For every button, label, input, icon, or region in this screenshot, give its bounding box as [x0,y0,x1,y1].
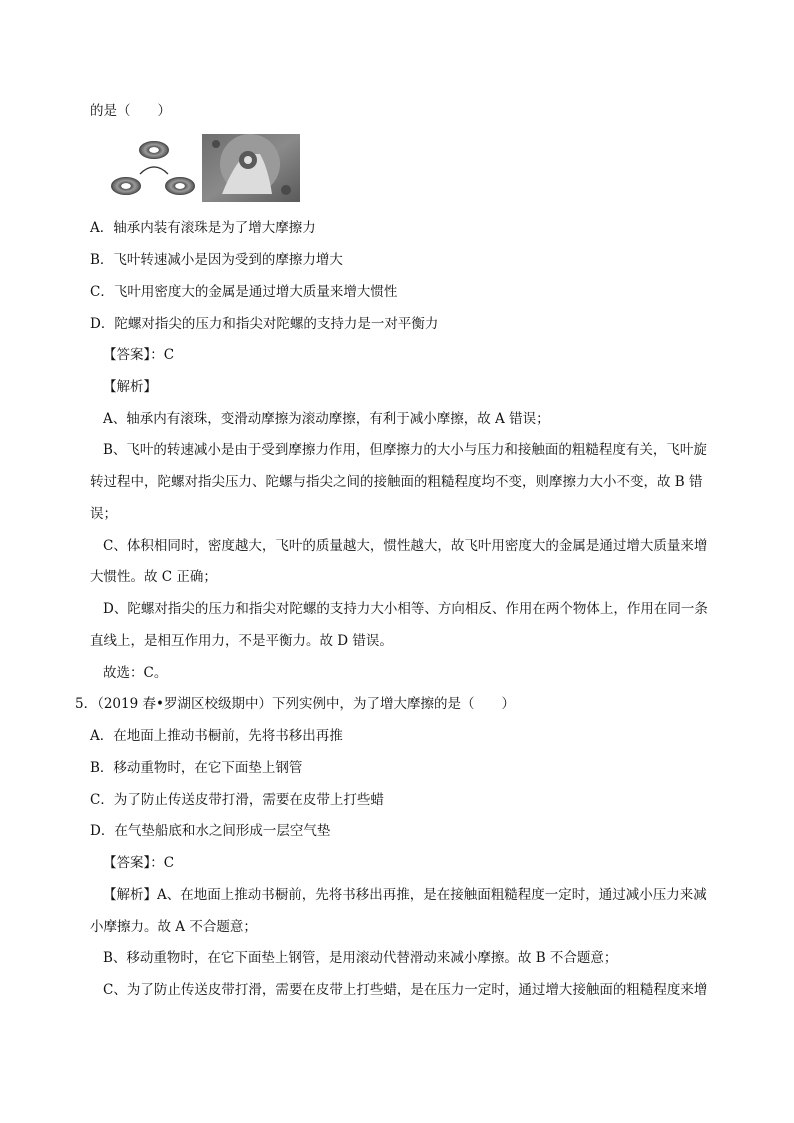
q4-analysis-line: 转过程中，陀螺对指尖压力、陀螺与指尖之间的接触面的粗糙程度均不变，则摩擦力大小不变，故 B 错 [90,474,703,490]
q5-analysis-line: 【解析】A、在地面上推动书橱前，先将书移出再推，是在接触面粗糙程度一定时，通过减小压力来减 [103,887,707,903]
q5-analysis-line: C、为了防止传送皮带打滑，需要在皮带上打些蜡，是在压力一定时，通过增大接触面的粗糙程度来增 [103,982,708,998]
bearing-top [139,141,169,159]
q4-analysis-line: B、飞叶的转速减小是由于受到摩擦力作用，但摩擦力的大小与压力和接触面的粗糙程度有关，飞叶旋 [103,442,707,458]
spinner-bearings-diagram [111,141,195,195]
q5-stem: 5．（2019 春•罗湖区校级期中）下列实例中，为了增大摩擦的是（ ） [75,696,515,712]
q4-option-b: B．飞叶转速减小是因为受到的摩擦力增大 [90,252,343,268]
q4-analysis-line: D、陀螺对指尖的压力和指尖对陀螺的支持力大小相等、方向相反、作用在两个物体上，作用在同一条 [103,601,708,617]
q4-analysis-line: A、轴承内有滚珠，变滑动摩擦为滚动摩擦，有利于减小摩擦，故 A 错误； [103,411,550,427]
q5-option-c: C．为了防止传送皮带打滑，需要在皮带上打些蜡 [90,792,384,808]
q5-analysis-line: 小摩擦力。故 A 不合题意； [90,919,257,935]
q4-option-c: C．飞叶用密度大的金属是通过增大质量来增大惯性 [90,284,398,300]
q5-option-b: B．移动重物时，在它下面垫上钢管 [90,760,303,776]
q4-analysis-line: 误； [90,506,117,522]
q4-analysis-line: 直线上，是相互作用力，不是平衡力。故 D 错误。 [90,633,393,649]
q4-conclusion: 故选：C。 [103,665,168,681]
fidget-spinner-figure [110,134,300,202]
q4-option-d: D．陀螺对指尖的压力和指尖对陀螺的支持力是一对平衡力 [90,316,439,332]
q4-option-a: A．轴承内装有滚珠是为了增大摩擦力 [90,220,316,236]
q4-analysis-line: C、体积相同时，密度越大，飞叶的质量越大，惯性越大，故飞叶用密度大的金属是通过增大质量来增 [103,538,708,554]
q5-analysis-line: B、移动重物时，在它下面垫上钢管，是用滚动代替滑动来减小摩擦。故 B 不合题意； [103,950,618,966]
q4-stem-tail: 的是（ ） [90,103,171,119]
q4-answer: 【答案】：C [103,347,175,363]
q5-option-a: A．在地面上推动书橱前，先将书移出再推 [90,728,343,744]
bearing-left [111,177,141,195]
q5-answer: 【答案】：C [103,855,175,871]
q4-analysis-label: 【解析】 [103,379,157,395]
q4-analysis-line: 大惯性。故 C 正确； [90,569,217,585]
q5-option-d: D．在气垫船底和水之间形成一层空气垫 [90,823,331,839]
spinner-on-finger-photo [202,134,300,202]
bearing-right [165,177,195,195]
